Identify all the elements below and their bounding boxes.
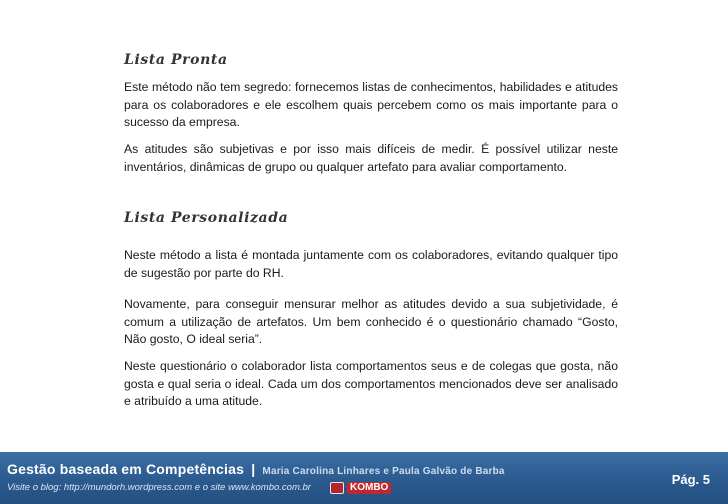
paragraph-lista-personalizada-1: Neste método a lista é montada juntamente com os colaboradores, evitando qualquer tipo de sugestão por parte do RH. [124,248,618,280]
footer-title: Gestão baseada em Competências [7,461,245,477]
footer-blog-link[interactable]: Visite o blog: http://mundorh.wordpress.com e o site www.kombo.com.br [7,482,311,493]
footer-authors: Maria Carolina Linhares e Paula Galvão de Barba [262,466,505,477]
paragraph-lista-personalizada-3: Neste questionário o colaborador lista comportamentos seus e de colegas que gosta, não gosta e qual seria o ideal. Cada um dos comportamentos mencionados deve ser analisado e atribuído a uma atitude. [124,359,618,408]
page-footer [0,452,728,504]
section-heading-lista-personalizada: Lista Personalizada [124,210,289,226]
footer-title-line [7,461,505,477]
kombo-logo-text: KOMBO [347,482,391,494]
kombo-logo [330,481,391,494]
kombo-van-icon [330,482,344,494]
section-heading-lista-pronta: Lista Pronta [124,52,228,68]
paragraph-lista-pronta-1: Este método não tem segredo: fornecemos listas de conhecimentos, habilidades e atitudes para os colaboradores e ele escolhem quais percebem como os mais importante para o sucesso da empresa. [124,80,618,129]
paragraph-lista-pronta-2: As atitudes são subjetivas e por isso mais difíceis de medir. É possível utilizar neste inventários, dinâmicas de grupo ou qualquer artefato para avaliar comportamento. [124,142,618,174]
page-number: Pág. 5 [671,472,710,487]
footer-separator: | [251,461,256,477]
paragraph-lista-personalizada-2: Novamente, para conseguir mensurar melhor as atitudes devido a sua subjetividade, é comum a utilização de artefatos. Um bem conhecido é o questionário chamado “Gosto, Não gosto, O ideal seria”. [124,297,618,346]
